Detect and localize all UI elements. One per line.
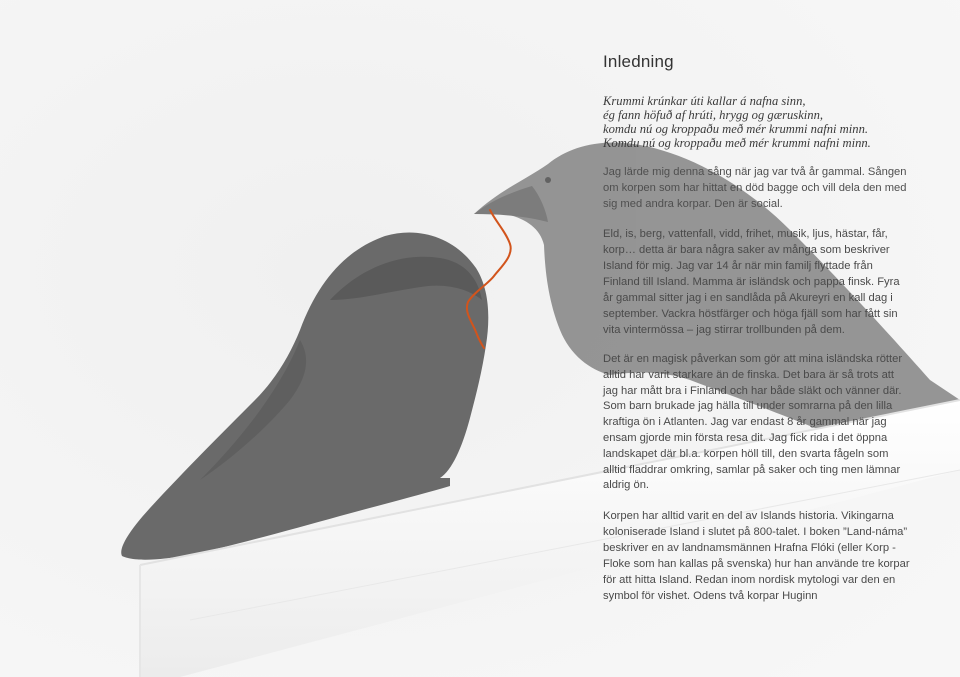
poem-line: Komdu nú og kroppaðu með mér krummi nafni minn. [603,136,871,150]
poem-line: ég fann höfuð af hrúti, hrygg og gæruskinn, [603,108,824,122]
paragraph: Jag lärde mig denna sång när jag var två år gammal. Sången om korpen som har hittat en död bagge och vill dela den med sig med andra korpar. Den är social. [603,166,907,210]
text-column [603,52,911,618]
page-title: Inledning [603,52,674,71]
poem [603,94,911,150]
poem-line: Krummi krúnkar úti kallar á nafna sinn, [603,94,806,108]
poem-line: komdu nú og kroppaðu með mér krummi nafni minn. [603,122,869,136]
paragraph: Det är en magisk påverkan som gör att mina isländska rötter alltid har varit starkare än de finska. Det bara är så trots att jag har mått bra i Finland och har både släkt och vänner där. Som barn brukade jag hälla till under somrarna på den lilla kraftiga ön i Atlanten. Jag var endast 8 år gammal när jag ensam gjorde min första resa dit. Jag fick rida i det öppna landskapet där bl.a. korpen höll till, den svarta fågeln som alltid fladdrar omkring, samlar på saker och ting men lämnar aldrig ön. [603,353,903,492]
paragraph: Korpen har alltid varit en del av Islands historia. Vikingarna koloniserade Island i slutet på 800-talet. I boken ”Land-náma” beskriver en av landnamsmännen Hrafna Flóki (eller Korp - Floke som han kallas på svenska) hur han använde tre korpar för att hitta Island. Redan inom nordisk mytologi var den en symbol för vishet. Odens två korpar Huginn [603,510,910,603]
paragraph: Eld, is, berg, vattenfall, vidd, frihet, musik, ljus, hästar, får, korp… detta är bara några saker av många som beskriver Island för mig. Jag var 14 år när min familj flyttade från Finland till Island. Mamma är isländsk och pappa finsk. Fyra år gammal sitter jag i en sandlåda på Akureyri en kall dag i september. Vackra höstfärger och höga fjäll som har fått sin vita vintermössa – jag stirrar trollbunden på dem. [603,228,900,336]
